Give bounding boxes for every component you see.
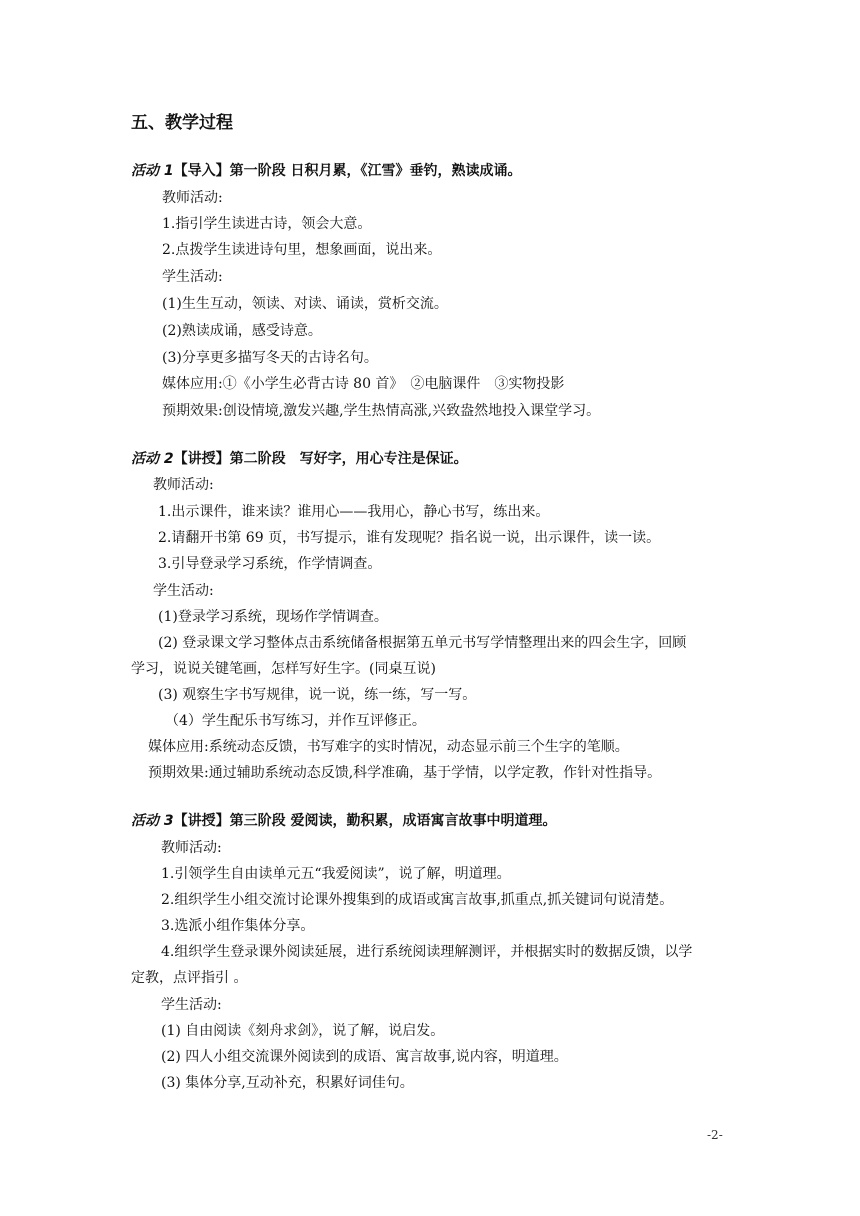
activity-line: 2.请翻开书第 69 页，书写提示，谁有发现呢？指名说一说，出示课件，读一读。 (158, 530, 661, 546)
activity-line: 1.引领学生自由读单元五“我爱阅读”，说了解，明道理。 (161, 866, 511, 882)
activity-line: (2) 登录课文学习整体点击系统储备根据第五单元书写学情整理出来的四会生字，回顾 (158, 635, 687, 651)
activity-line: 学生活动: (153, 583, 214, 599)
activity-line: 1.出示课件，谁来读？谁用心——我用心，静心书写，练出来。 (158, 504, 550, 520)
activity-line: (2) 四人小组交流课外阅读到的成语、寓言故事,说内容，明道理。 (161, 1049, 568, 1065)
page-number: -2- (707, 1128, 723, 1142)
activity-line: 学生活动: (162, 269, 223, 285)
activity-line: 学习，说说关键笔画，怎样写好生字。(同桌互说) (131, 661, 436, 677)
activity-line: 定教，点评指引 。 (131, 970, 248, 986)
activity-heading (131, 450, 468, 468)
activity-line: (3)分享更多描写冬天的古诗名句。 (162, 350, 378, 366)
activity-line: 教师活动: (162, 190, 223, 206)
activity-line: 1.指引学生读进古诗，领会大意。 (162, 216, 372, 232)
activity-heading (131, 162, 522, 180)
activity-line: (3) 观察生字书写规律，说一说，练一练，写一写。 (158, 687, 477, 703)
activity-line: (1)生生互动，领读、对读、诵读，赏析交流。 (162, 296, 448, 312)
section-title: 五、教学过程 (131, 113, 233, 133)
activity-title: 【讲授】第二阶段 写好字，用心专注是保证。 (173, 451, 468, 467)
activity-tag: 活动 2 (131, 451, 174, 467)
activity-line: 4.组织学生登录课外阅读延展，进行系统阅读理解测评，并根据实时的数据反馈，以学 (161, 944, 693, 960)
activity-line: 3.选派小组作集体分享。 (161, 918, 315, 934)
activity-line: （4）学生配乐书写练习，并作互评修正。 (165, 713, 426, 729)
activity-line: 媒体应用:系统动态反馈，书写难字的实时情况，动态显示前三个生字的笔顺。 (148, 739, 629, 755)
activity-title: 【讲授】第三阶段 爱阅读，勤积累，成语寓言故事中明道理。 (173, 813, 557, 829)
activity-line: 预期效果:通过辅助系统动态反馈,科学准确，基于学情，以学定教，作针对性指导。 (148, 765, 662, 781)
activity-line: 预期效果:创设情境,激发兴趣,学生热情高涨,兴致盎然地投入课堂学习。 (162, 403, 601, 419)
activity-line: (3) 集体分享,互动补充，积累好词佳句。 (161, 1075, 414, 1091)
activity-line: (1)登录学习系统，现场作学情调查。 (158, 609, 388, 625)
activity-tag: 活动 3 (131, 813, 174, 829)
activity-line: 学生活动: (161, 997, 222, 1013)
activity-line: 教师活动: (161, 840, 222, 856)
activity-line: 2.点拨学生读进诗句里，想象画面，说出来。 (162, 242, 442, 258)
activity-line: 3.引导登录学习系统，作学情调查。 (158, 556, 382, 572)
activity-tag: 活动 1 (131, 163, 174, 179)
activity-line: 媒体应用:①《小学生必背古诗 80 首》 ②电脑课件 ③实物投影 (162, 376, 565, 392)
activity-heading (131, 812, 557, 830)
activity-title: 【导入】第一阶段 日积月累，《江雪》垂钓，熟读成诵。 (173, 163, 522, 179)
activity-line: (2)熟读成诵，感受诗意。 (162, 323, 322, 339)
activity-line: (1) 自由阅读《刻舟求剑》，说了解，说启发。 (161, 1023, 445, 1039)
activity-line: 2.组织学生小组交流讨论课外搜集到的成语或寓言故事,抓重点,抓关键词句说清楚。 (161, 892, 674, 908)
activity-line: 教师活动: (153, 477, 214, 493)
